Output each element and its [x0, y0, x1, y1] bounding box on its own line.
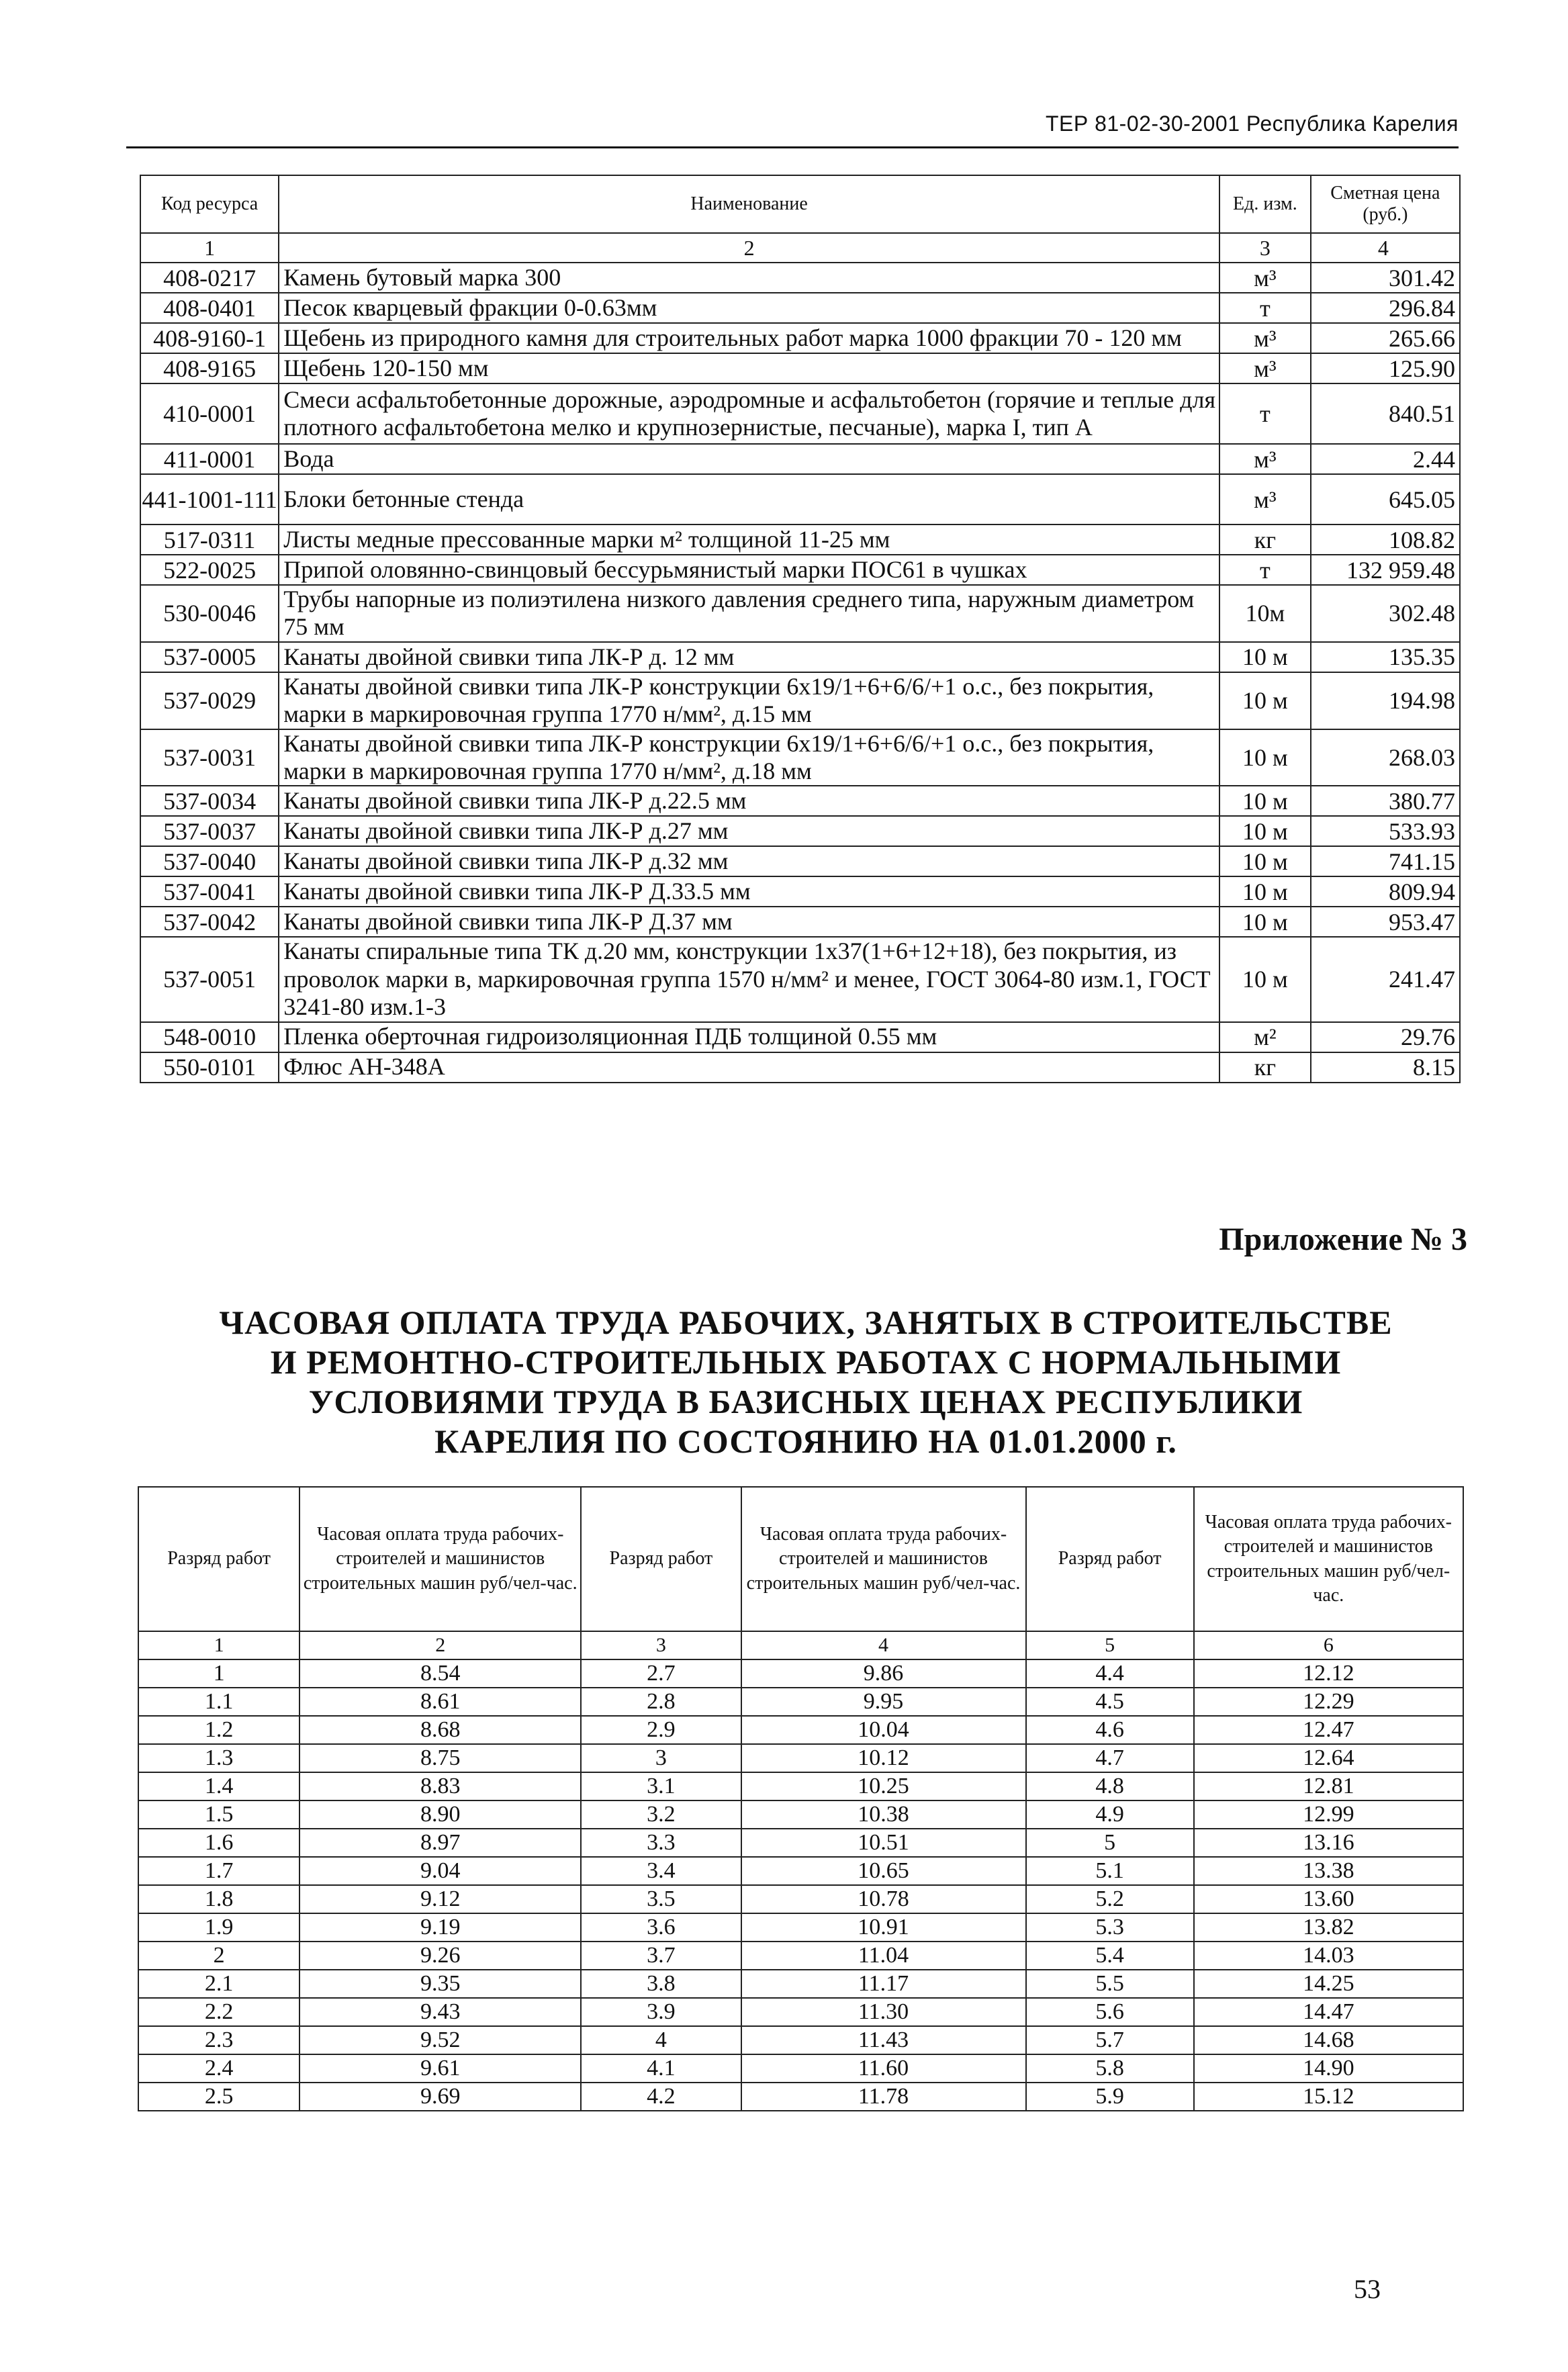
work-grade-cell: 3.8 [581, 1970, 741, 1998]
running-header [126, 105, 1459, 148]
work-grade-cell: 4 [581, 2026, 741, 2054]
resource-unit: 10 м [1219, 786, 1311, 816]
table-row [138, 1970, 1463, 1998]
resource-code: 537-0042 [140, 907, 279, 937]
resource-name: Канаты двойной свивки типа ЛК-Р конструкции 6х19/1+6+6/6/+1 о.с., без покрытия, марки в маркировочная группа 1770 н/мм², д.18 мм [279, 729, 1219, 786]
resource-price: 135.35 [1311, 642, 1460, 672]
work-grade-cell: 2 [138, 1942, 299, 1970]
hourly-rate-cell: 10.12 [741, 1744, 1026, 1772]
resource-unit: 10 м [1219, 876, 1311, 907]
work-grade-cell: 3.6 [581, 1913, 741, 1942]
hourly-rate-cell: 12.29 [1194, 1688, 1463, 1716]
hourly-rate-cell: 10.25 [741, 1772, 1026, 1800]
resource-price: 2.44 [1311, 444, 1460, 474]
resource-code: 537-0037 [140, 816, 279, 846]
table-row [140, 786, 1460, 816]
resource-code: 408-9165 [140, 353, 279, 383]
table-row [140, 444, 1460, 474]
resource-name: Пленка оберточная гидроизоляционная ПДБ толщиной 0.55 мм [279, 1022, 1219, 1052]
resource-name: Канаты двойной свивки типа ЛК-Р д. 12 мм [279, 642, 1219, 672]
hourly-rate-cell: 13.82 [1194, 1913, 1463, 1942]
resource-name: Щебень из природного камня для строительных работ марка 1000 фракции 70 - 120 мм [279, 323, 1219, 353]
hourly-rate-cell: 15.12 [1194, 2083, 1463, 2111]
table-row [140, 816, 1460, 846]
resource-unit: 10 м [1219, 937, 1311, 1021]
work-grade-cell: 1.4 [138, 1772, 299, 1800]
table-row [138, 1885, 1463, 1913]
resource-code: 548-0010 [140, 1022, 279, 1052]
resource-code: 408-0217 [140, 263, 279, 293]
resource-unit: 10 м [1219, 907, 1311, 937]
hourly-rate-cell: 9.19 [299, 1913, 581, 1942]
table-row [140, 263, 1460, 293]
wage-table-body [138, 1631, 1463, 2111]
wage-table-header-row [138, 1487, 1463, 1631]
resource-unit: 10 м [1219, 672, 1311, 729]
work-grade-cell: 5.4 [1026, 1942, 1194, 1970]
work-grade-cell: 4.5 [1026, 1688, 1194, 1716]
work-grade-cell: 3 [581, 1744, 741, 1772]
work-grade-cell: 2.2 [138, 1998, 299, 2026]
hourly-rate-cell: 9.86 [741, 1659, 1026, 1688]
resource-code: 537-0051 [140, 937, 279, 1021]
hourly-rate-cell: 11.30 [741, 1998, 1026, 2026]
resource-price: 132 959.48 [1311, 555, 1460, 585]
hourly-rate-cell: 9.95 [741, 1688, 1026, 1716]
resource-price: 302.48 [1311, 585, 1460, 642]
resource-code: 517-0311 [140, 524, 279, 555]
work-grade-cell: 1.3 [138, 1744, 299, 1772]
resource-code: 408-9160-1 [140, 323, 279, 353]
hourly-rate-cell: 8.61 [299, 1688, 581, 1716]
section-title-line: И РЕМОНТНО-СТРОИТЕЛЬНЫХ РАБОТАХ С НОРМАЛЬНЫМИ [270, 1343, 1342, 1381]
table-row [138, 1688, 1463, 1716]
work-grade-cell: 5.9 [1026, 2083, 1194, 2111]
work-grade-cell: 5.1 [1026, 1857, 1194, 1885]
resource-table-header-row [140, 175, 1460, 233]
column-number-row [138, 1631, 1463, 1659]
work-grade-cell: 2.3 [138, 2026, 299, 2054]
table-row [140, 474, 1460, 524]
column-number: 5 [1026, 1631, 1194, 1659]
resource-price: 809.94 [1311, 876, 1460, 907]
table-row [138, 1744, 1463, 1772]
column-number: 2 [279, 233, 1219, 263]
resource-name: Флюс АН-348А [279, 1052, 1219, 1083]
table-row [140, 383, 1460, 444]
resource-code: 441-1001-111 [140, 474, 279, 524]
hourly-rate-cell: 12.99 [1194, 1800, 1463, 1829]
table-row [138, 1829, 1463, 1857]
hourly-wage-table [138, 1486, 1464, 2111]
resource-name: Канаты двойной свивки типа ЛК-Р конструкции 6х19/1+6+6/6/+1 о.с., без покрытия, марки в маркировочная группа 1770 н/мм², д.15 мм [279, 672, 1219, 729]
resource-name: Блоки бетонные стенда [279, 474, 1219, 524]
hourly-rate-cell: 14.47 [1194, 1998, 1463, 2026]
resource-unit: м³ [1219, 474, 1311, 524]
resource-price: 125.90 [1311, 353, 1460, 383]
work-grade-cell: 5.2 [1026, 1885, 1194, 1913]
resource-price: 29.76 [1311, 1022, 1460, 1052]
hourly-rate-cell: 11.60 [741, 2054, 1026, 2083]
hourly-rate-cell: 9.26 [299, 1942, 581, 1970]
resource-price: 265.66 [1311, 323, 1460, 353]
resource-name: Вода [279, 444, 1219, 474]
resource-name: Припой оловянно-свинцовый бессурьмянистый марки ПОС61 в чушках [279, 555, 1219, 585]
hourly-rate-cell: 9.69 [299, 2083, 581, 2111]
work-grade-cell: 4.8 [1026, 1772, 1194, 1800]
resource-price-table [140, 175, 1461, 1083]
hourly-rate-cell: 10.38 [741, 1800, 1026, 1829]
hourly-rate-cell: 8.68 [299, 1716, 581, 1744]
resource-name: Камень бутовый марка 300 [279, 263, 1219, 293]
resource-price: 953.47 [1311, 907, 1460, 937]
resource-unit: 10м [1219, 585, 1311, 642]
resource-code: 530-0046 [140, 585, 279, 642]
column-number: 1 [140, 233, 279, 263]
appendix-label: Приложение № 3 [1219, 1222, 1467, 1257]
table-row [140, 876, 1460, 907]
resource-unit: м³ [1219, 353, 1311, 383]
resource-price: 296.84 [1311, 293, 1460, 323]
hourly-rate-cell: 11.04 [741, 1942, 1026, 1970]
resource-code: 410-0001 [140, 383, 279, 444]
resource-price: 380.77 [1311, 786, 1460, 816]
resource-code: 537-0029 [140, 672, 279, 729]
hourly-rate-cell: 12.64 [1194, 1744, 1463, 1772]
resource-price: 268.03 [1311, 729, 1460, 786]
table-row [140, 524, 1460, 555]
work-grade-cell: 1.7 [138, 1857, 299, 1885]
resource-unit: кг [1219, 1052, 1311, 1083]
resource-price: 108.82 [1311, 524, 1460, 555]
table-row [140, 353, 1460, 383]
work-grade-cell: 3.2 [581, 1800, 741, 1829]
resource-unit: м³ [1219, 323, 1311, 353]
work-grade-cell: 4.4 [1026, 1659, 1194, 1688]
resource-name: Канаты спиральные типа ТК д.20 мм, конструкции 1х37(1+6+12+18), без покрытия, из проволок марки в, маркировочная группа 1570 н/мм² и менее, ГОСТ 3064-80 изм.1, ГОСТ 3241-80 изм.1-3 [279, 937, 1219, 1021]
column-number: 3 [581, 1631, 741, 1659]
col-header-unit: Ед. изм. [1219, 175, 1311, 233]
work-grade-cell: 5 [1026, 1829, 1194, 1857]
resource-unit: кг [1219, 524, 1311, 555]
resource-code: 550-0101 [140, 1052, 279, 1083]
work-grade-cell: 2.7 [581, 1659, 741, 1688]
work-grade-cell: 2.4 [138, 2054, 299, 2083]
resource-name: Канаты двойной свивки типа ЛК-Р Д.33.5 мм [279, 876, 1219, 907]
col-header-grade: Разряд работ [581, 1487, 741, 1631]
resource-unit: 10 м [1219, 846, 1311, 876]
work-grade-cell: 1.2 [138, 1716, 299, 1744]
hourly-rate-cell: 11.17 [741, 1970, 1026, 1998]
hourly-rate-cell: 10.65 [741, 1857, 1026, 1885]
table-row [138, 1857, 1463, 1885]
resource-table-body [140, 233, 1460, 1083]
work-grade-cell: 3.9 [581, 1998, 741, 2026]
table-row [140, 323, 1460, 353]
hourly-rate-cell: 10.78 [741, 1885, 1026, 1913]
table-row [140, 585, 1460, 642]
page-number: 53 [1354, 2274, 1381, 2304]
resource-unit: т [1219, 555, 1311, 585]
work-grade-cell: 4.9 [1026, 1800, 1194, 1829]
column-number-row [140, 233, 1460, 263]
hourly-rate-cell: 9.43 [299, 1998, 581, 2026]
resource-price: 741.15 [1311, 846, 1460, 876]
resource-code: 411-0001 [140, 444, 279, 474]
resource-code: 537-0041 [140, 876, 279, 907]
work-grade-cell: 1.6 [138, 1829, 299, 1857]
hourly-rate-cell: 14.90 [1194, 2054, 1463, 2083]
table-row [140, 907, 1460, 937]
hourly-rate-cell: 12.81 [1194, 1772, 1463, 1800]
resource-unit: м³ [1219, 444, 1311, 474]
resource-price: 194.98 [1311, 672, 1460, 729]
resource-price: 840.51 [1311, 383, 1460, 444]
hourly-rate-cell: 9.52 [299, 2026, 581, 2054]
table-row [140, 642, 1460, 672]
resource-code: 408-0401 [140, 293, 279, 323]
resource-price: 533.93 [1311, 816, 1460, 846]
hourly-rate-cell: 8.90 [299, 1800, 581, 1829]
work-grade-cell: 5.7 [1026, 2026, 1194, 2054]
table-row [138, 1772, 1463, 1800]
hourly-rate-cell: 8.97 [299, 1829, 581, 1857]
hourly-rate-cell: 10.91 [741, 1913, 1026, 1942]
work-grade-cell: 3.5 [581, 1885, 741, 1913]
table-row [140, 937, 1460, 1021]
work-grade-cell: 4.1 [581, 2054, 741, 2083]
resource-price: 301.42 [1311, 263, 1460, 293]
table-row [138, 2054, 1463, 2083]
work-grade-cell: 1.8 [138, 1885, 299, 1913]
table-row [140, 1052, 1460, 1083]
section-title-line: КАРЕЛИЯ ПО СОСТОЯНИЮ НА 01.01.2000 г. [434, 1422, 1177, 1460]
column-number: 6 [1194, 1631, 1463, 1659]
hourly-rate-cell: 10.51 [741, 1829, 1026, 1857]
hourly-rate-cell: 14.03 [1194, 1942, 1463, 1970]
resource-name: Канаты двойной свивки типа ЛК-Р д.27 мм [279, 816, 1219, 846]
work-grade-cell: 4.7 [1026, 1744, 1194, 1772]
resource-code: 522-0025 [140, 555, 279, 585]
work-grade-cell: 1.5 [138, 1800, 299, 1829]
resource-name: Смеси асфальтобетонные дорожные, аэродромные и асфальтобетон (горячие и теплые для плотного асфальтобетона мелко и крупнозернистые, песчаные), марка I, тип А [279, 383, 1219, 444]
col-header-name: Наименование [279, 175, 1219, 233]
col-header-price: Сметная цена (руб.) [1311, 175, 1460, 233]
col-header-code: Код ресурса [140, 175, 279, 233]
table-row [140, 555, 1460, 585]
resource-name: Щебень 120-150 мм [279, 353, 1219, 383]
work-grade-cell: 1.9 [138, 1913, 299, 1942]
col-header-grade: Разряд работ [1026, 1487, 1194, 1631]
resource-name: Канаты двойной свивки типа ЛК-Р д.32 мм [279, 846, 1219, 876]
resource-name: Канаты двойной свивки типа ЛК-Р д.22.5 мм [279, 786, 1219, 816]
work-grade-cell: 4.6 [1026, 1716, 1194, 1744]
resource-price: 8.15 [1311, 1052, 1460, 1083]
resource-name: Трубы напорные из полиэтилена низкого давления среднего типа, наружным диаметром 75 мм [279, 585, 1219, 642]
table-row [140, 293, 1460, 323]
work-grade-cell: 3.1 [581, 1772, 741, 1800]
resource-price: 645.05 [1311, 474, 1460, 524]
resource-unit: м³ [1219, 263, 1311, 293]
resource-unit: 10 м [1219, 816, 1311, 846]
col-header-rate: Часовая оплата труда рабочих-строителей и машинистов строительных машин руб/чел-час. [741, 1487, 1026, 1631]
resource-unit: м² [1219, 1022, 1311, 1052]
resource-price: 241.47 [1311, 937, 1460, 1021]
work-grade-cell: 2.5 [138, 2083, 299, 2111]
hourly-rate-cell: 9.04 [299, 1857, 581, 1885]
table-row [140, 729, 1460, 786]
running-header-text: ТЕР 81-02-30-2001 Республика Карелия [1045, 111, 1459, 136]
hourly-rate-cell: 13.38 [1194, 1857, 1463, 1885]
hourly-rate-cell: 9.61 [299, 2054, 581, 2083]
resource-unit: т [1219, 293, 1311, 323]
table-row [140, 1022, 1460, 1052]
resource-code: 537-0031 [140, 729, 279, 786]
hourly-rate-cell: 13.60 [1194, 1885, 1463, 1913]
table-row [140, 672, 1460, 729]
hourly-rate-cell: 11.78 [741, 2083, 1026, 2111]
work-grade-cell: 3.3 [581, 1829, 741, 1857]
work-grade-cell: 5.8 [1026, 2054, 1194, 2083]
hourly-rate-cell: 8.83 [299, 1772, 581, 1800]
work-grade-cell: 2.1 [138, 1970, 299, 1998]
column-number: 3 [1219, 233, 1311, 263]
resource-unit: 10 м [1219, 642, 1311, 672]
work-grade-cell: 5.6 [1026, 1998, 1194, 2026]
work-grade-cell: 3.4 [581, 1857, 741, 1885]
resource-code: 537-0040 [140, 846, 279, 876]
resource-name: Песок кварцевый фракции 0-0.63мм [279, 293, 1219, 323]
hourly-rate-cell: 9.35 [299, 1970, 581, 1998]
column-number: 4 [741, 1631, 1026, 1659]
resource-unit: 10 м [1219, 729, 1311, 786]
work-grade-cell: 3.7 [581, 1942, 741, 1970]
resource-code: 537-0005 [140, 642, 279, 672]
section-title-line: ЧАСОВАЯ ОПЛАТА ТРУДА РАБОЧИХ, ЗАНЯТЫХ В СТРОИТЕЛЬСТВЕ [219, 1304, 1393, 1341]
work-grade-cell: 1.1 [138, 1688, 299, 1716]
resource-name: Листы медные прессованные марки м² толщиной 11-25 мм [279, 524, 1219, 555]
table-row [138, 2026, 1463, 2054]
resource-name: Канаты двойной свивки типа ЛК-Р Д.37 мм [279, 907, 1219, 937]
hourly-rate-cell: 10.04 [741, 1716, 1026, 1744]
hourly-rate-cell: 8.75 [299, 1744, 581, 1772]
hourly-rate-cell: 13.16 [1194, 1829, 1463, 1857]
hourly-rate-cell: 8.54 [299, 1659, 581, 1688]
table-row [138, 2083, 1463, 2111]
table-row [140, 846, 1460, 876]
column-number: 4 [1311, 233, 1460, 263]
work-grade-cell: 2.8 [581, 1688, 741, 1716]
hourly-rate-cell: 14.25 [1194, 1970, 1463, 1998]
work-grade-cell: 5.5 [1026, 1970, 1194, 1998]
work-grade-cell: 1 [138, 1659, 299, 1688]
hourly-rate-cell: 14.68 [1194, 2026, 1463, 2054]
col-header-rate: Часовая оплата труда рабочих-строителей и машинистов строительных машин руб/чел-час. [299, 1487, 581, 1631]
table-row [138, 1998, 1463, 2026]
col-header-grade: Разряд работ [138, 1487, 299, 1631]
col-header-rate: Часовая оплата труда рабочих-строителей и машинистов строительных машин руб/чел-час. [1194, 1487, 1463, 1631]
hourly-rate-cell: 12.47 [1194, 1716, 1463, 1744]
hourly-rate-cell: 9.12 [299, 1885, 581, 1913]
table-row [138, 1800, 1463, 1829]
work-grade-cell: 4.2 [581, 2083, 741, 2111]
section-title-line: УСЛОВИЯМИ ТРУДА В БАЗИСНЫХ ЦЕНАХ РЕСПУБЛИКИ [308, 1383, 1303, 1420]
resource-code: 537-0034 [140, 786, 279, 816]
resource-unit: т [1219, 383, 1311, 444]
section-title [201, 1303, 1410, 1461]
hourly-rate-cell: 11.43 [741, 2026, 1026, 2054]
column-number: 1 [138, 1631, 299, 1659]
table-row [138, 1659, 1463, 1688]
work-grade-cell: 5.3 [1026, 1913, 1194, 1942]
work-grade-cell: 2.9 [581, 1716, 741, 1744]
table-row [138, 1716, 1463, 1744]
hourly-rate-cell: 12.12 [1194, 1659, 1463, 1688]
column-number: 2 [299, 1631, 581, 1659]
table-row [138, 1942, 1463, 1970]
table-row [138, 1913, 1463, 1942]
